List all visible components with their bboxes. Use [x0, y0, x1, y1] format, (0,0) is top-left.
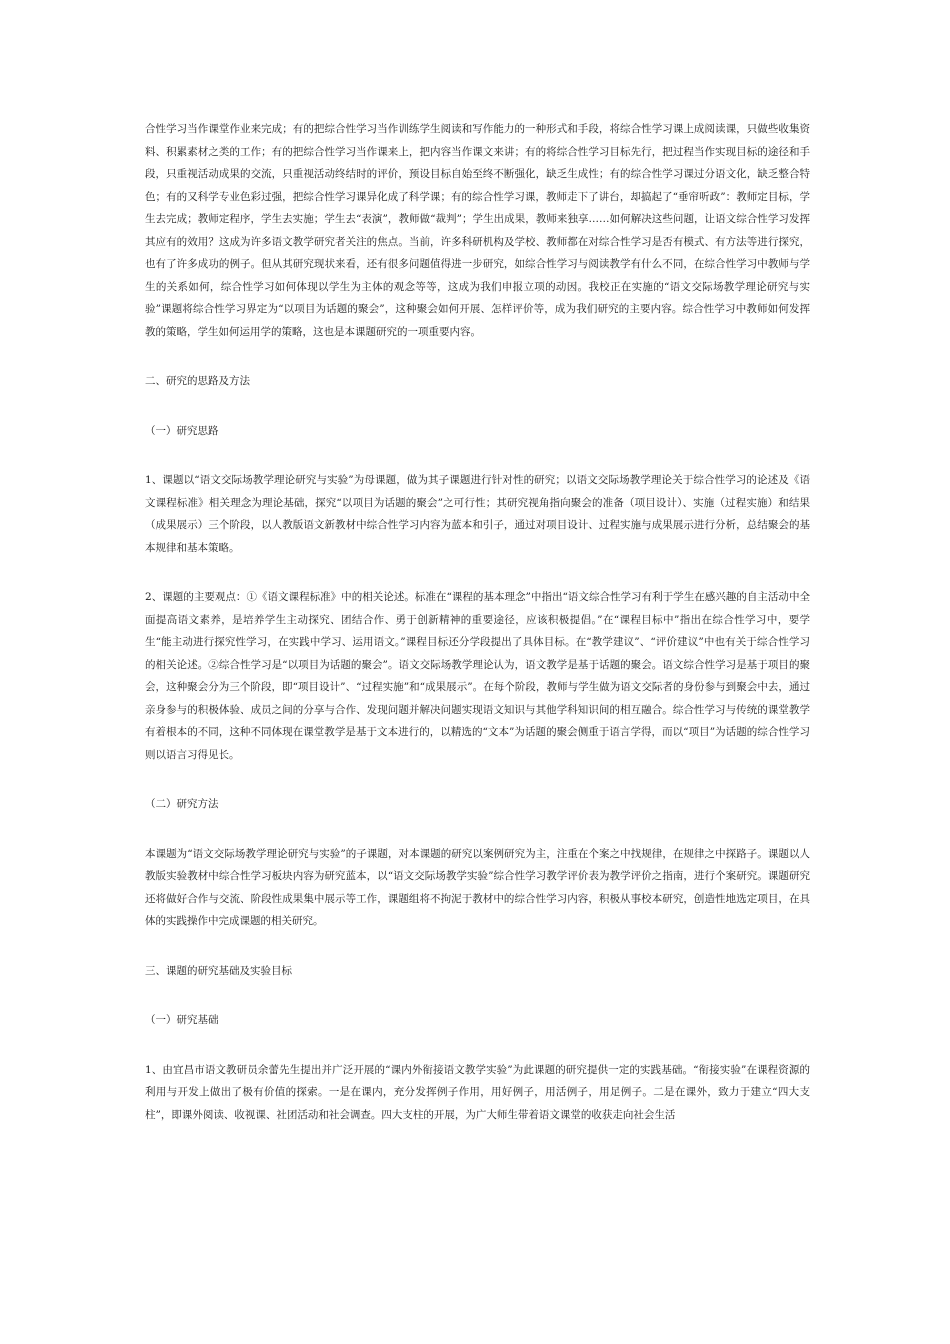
paragraph-idea-1: 1、课题以“语文交际场教学理论研究与实验”为母课题，做为其子课题进行针对性的研究；以语文交际场教学理论关于综合性学习的论述及《语文课程标准》相关理念为理论基础，探究“以项目为话题的聚会”之可行性；其研究视角指向聚会的准备（项目设计）、实施（过程实施）和结果（成果展示）三个阶段，以人教版语文新教材中综合性学习内容为蓝本和引子，通过对项目设计、过程实施与成果展示进行分析，总结聚会的基本规律和基本策略。: [145, 474, 810, 554]
section-heading-2: 二、研究的思路及方法: [145, 375, 250, 387]
subsection-heading-basis: （一）研究基础: [145, 1014, 219, 1026]
paragraph-basis-1: 1、由宜昌市语文教研员余蕾先生提出并广泛开展的“课内外衔接语文教学实验”为此课题的研究提供一定的实践基础。“衔接实验”在课程资源的利用与开发上做出了极有价值的探索。一是在课内，充分发挥例子作用，用好例子，用活例子，用足例子。二是在课外，致力于建立“四大支柱”，即课外阅读、收视课、社团活动和社会调查。四大支柱的开展，为广大师生带着语文课堂的收获走向社会生活: [145, 1063, 810, 1121]
subsection-heading-idea: （一）研究思路: [145, 424, 219, 437]
paragraph-idea-2: 2、课题的主要观点：①《语文课程标准》中的相关论述。标准在“课程的基本理念”中指出“语文综合性学习有利于学生在感兴趣的自主活动中全面提高语文素养，是培养学生主动探究、团结合作、勇于创新精神的重要途径，应该积极提倡。”在“课程目标中”指出在综合性学习中，要学生“能主动进行探究性学习，在实践中学习、运用语文。”课程目标还分学段提出了具体目标。在“教学建议”、“评价建议”中也有关于综合性学习的相关论述。②综合性学习是“以项目为话题的聚会”。语文交际场教学理论认为，语文教学是基于话题的聚会。语文综合性学习是基于项目的聚会，这种聚会分为三个阶段，即“项目设计”、“过程实施”和“成果展示”。在每个阶段，教师与学生做为语文交际者的身份参与到聚会中去，通过亲身参与的积极体验、成员之间的分享与合作、发现问题并解决问题实现语文知识与其他学科知识间的相互融合。综合性学习与传统的课堂教学有着根本的不同，这种不同体现在课堂教学是基于文本进行的，以精选的“文本”为话题的聚会侧重于语言学得，而以“项目”为话题的综合性学习则以语言习得见长。: [145, 591, 810, 761]
subsection-heading-method: （二）研究方法: [145, 798, 219, 810]
paragraph-intro: 合性学习当作课堂作业来完成；有的把综合性学习当作训练学生阅读和写作能力的一种形式和手段，将综合性学习课上成阅读课，只做些收集资料、积累素材之类的工作；有的把综合性学习当作课来上，把内容当作课文来讲；有的将综合性学习目标先行，把过程当作实现目标的途径和手段，只重视活动成果的交流，只重视活动终结时的评价，预设目标自始至终不断强化，缺乏生成性；有的综合性学习课过分语文化，缺乏整合特色；有的又科学专业色彩过强，把综合性学习课异化成了科学课；有的综合性学习课，教师走下了讲台，却搞起了“垂帘听政”：教师定目标，学生去完成；教师定程序，学生去实施；学生去“表演”，教师做“裁判”；学生出成果，教师来独享……如何解决这些问题，让语文综合性学习发挥其应有的效用？这成为许多语文教学研究者关注的焦点。当前，许多科研机构及学校、教师都在对综合性学习是否有模式、有方法等进行探究，也有了许多成功的例子。但从其研究现状来看，还有很多问题值得进一步研究，如综合性学习与阅读教学有什么不同，在综合性学习中教师与学生的关系如何，综合性学习如何体现以学生为主体的观念等等，这成为我们申报立项的动因。我校正在实施的“语文交际场教学理论研究与实验”课题将综合性学习界定为“以项目为话题的聚会”，这种聚会如何开展、怎样评价等，成为我们研究的主要内容。综合性学习中教师如何发挥教的策略，学生如何运用学的策略，这也是本课题研究的一项重要内容。: [145, 123, 810, 338]
paragraph-method: 本课题为“语文交际场教学理论研究与实验”的子课题，对本课题的研究以案例研究为主，注重在个案之中找规律，在规律之中探路子。课题以人教版实验教材中综合性学习板块内容为研究蓝本，以“语文交际场教学实验”综合性学习教学评价表为教学评价之指南，进行个案研究。课题研究还将做好合作与交流、阶段性成果集中展示等工作，课题组将不拘泥于教材中的综合性学习内容，积极从事校本研究，创造性地选定项目，在具体的实践操作中完成课题的相关研究。: [145, 847, 810, 927]
section-heading-3: 三、课题的研究基础及实验目标: [145, 964, 292, 977]
document-page: [145, 118, 810, 1126]
